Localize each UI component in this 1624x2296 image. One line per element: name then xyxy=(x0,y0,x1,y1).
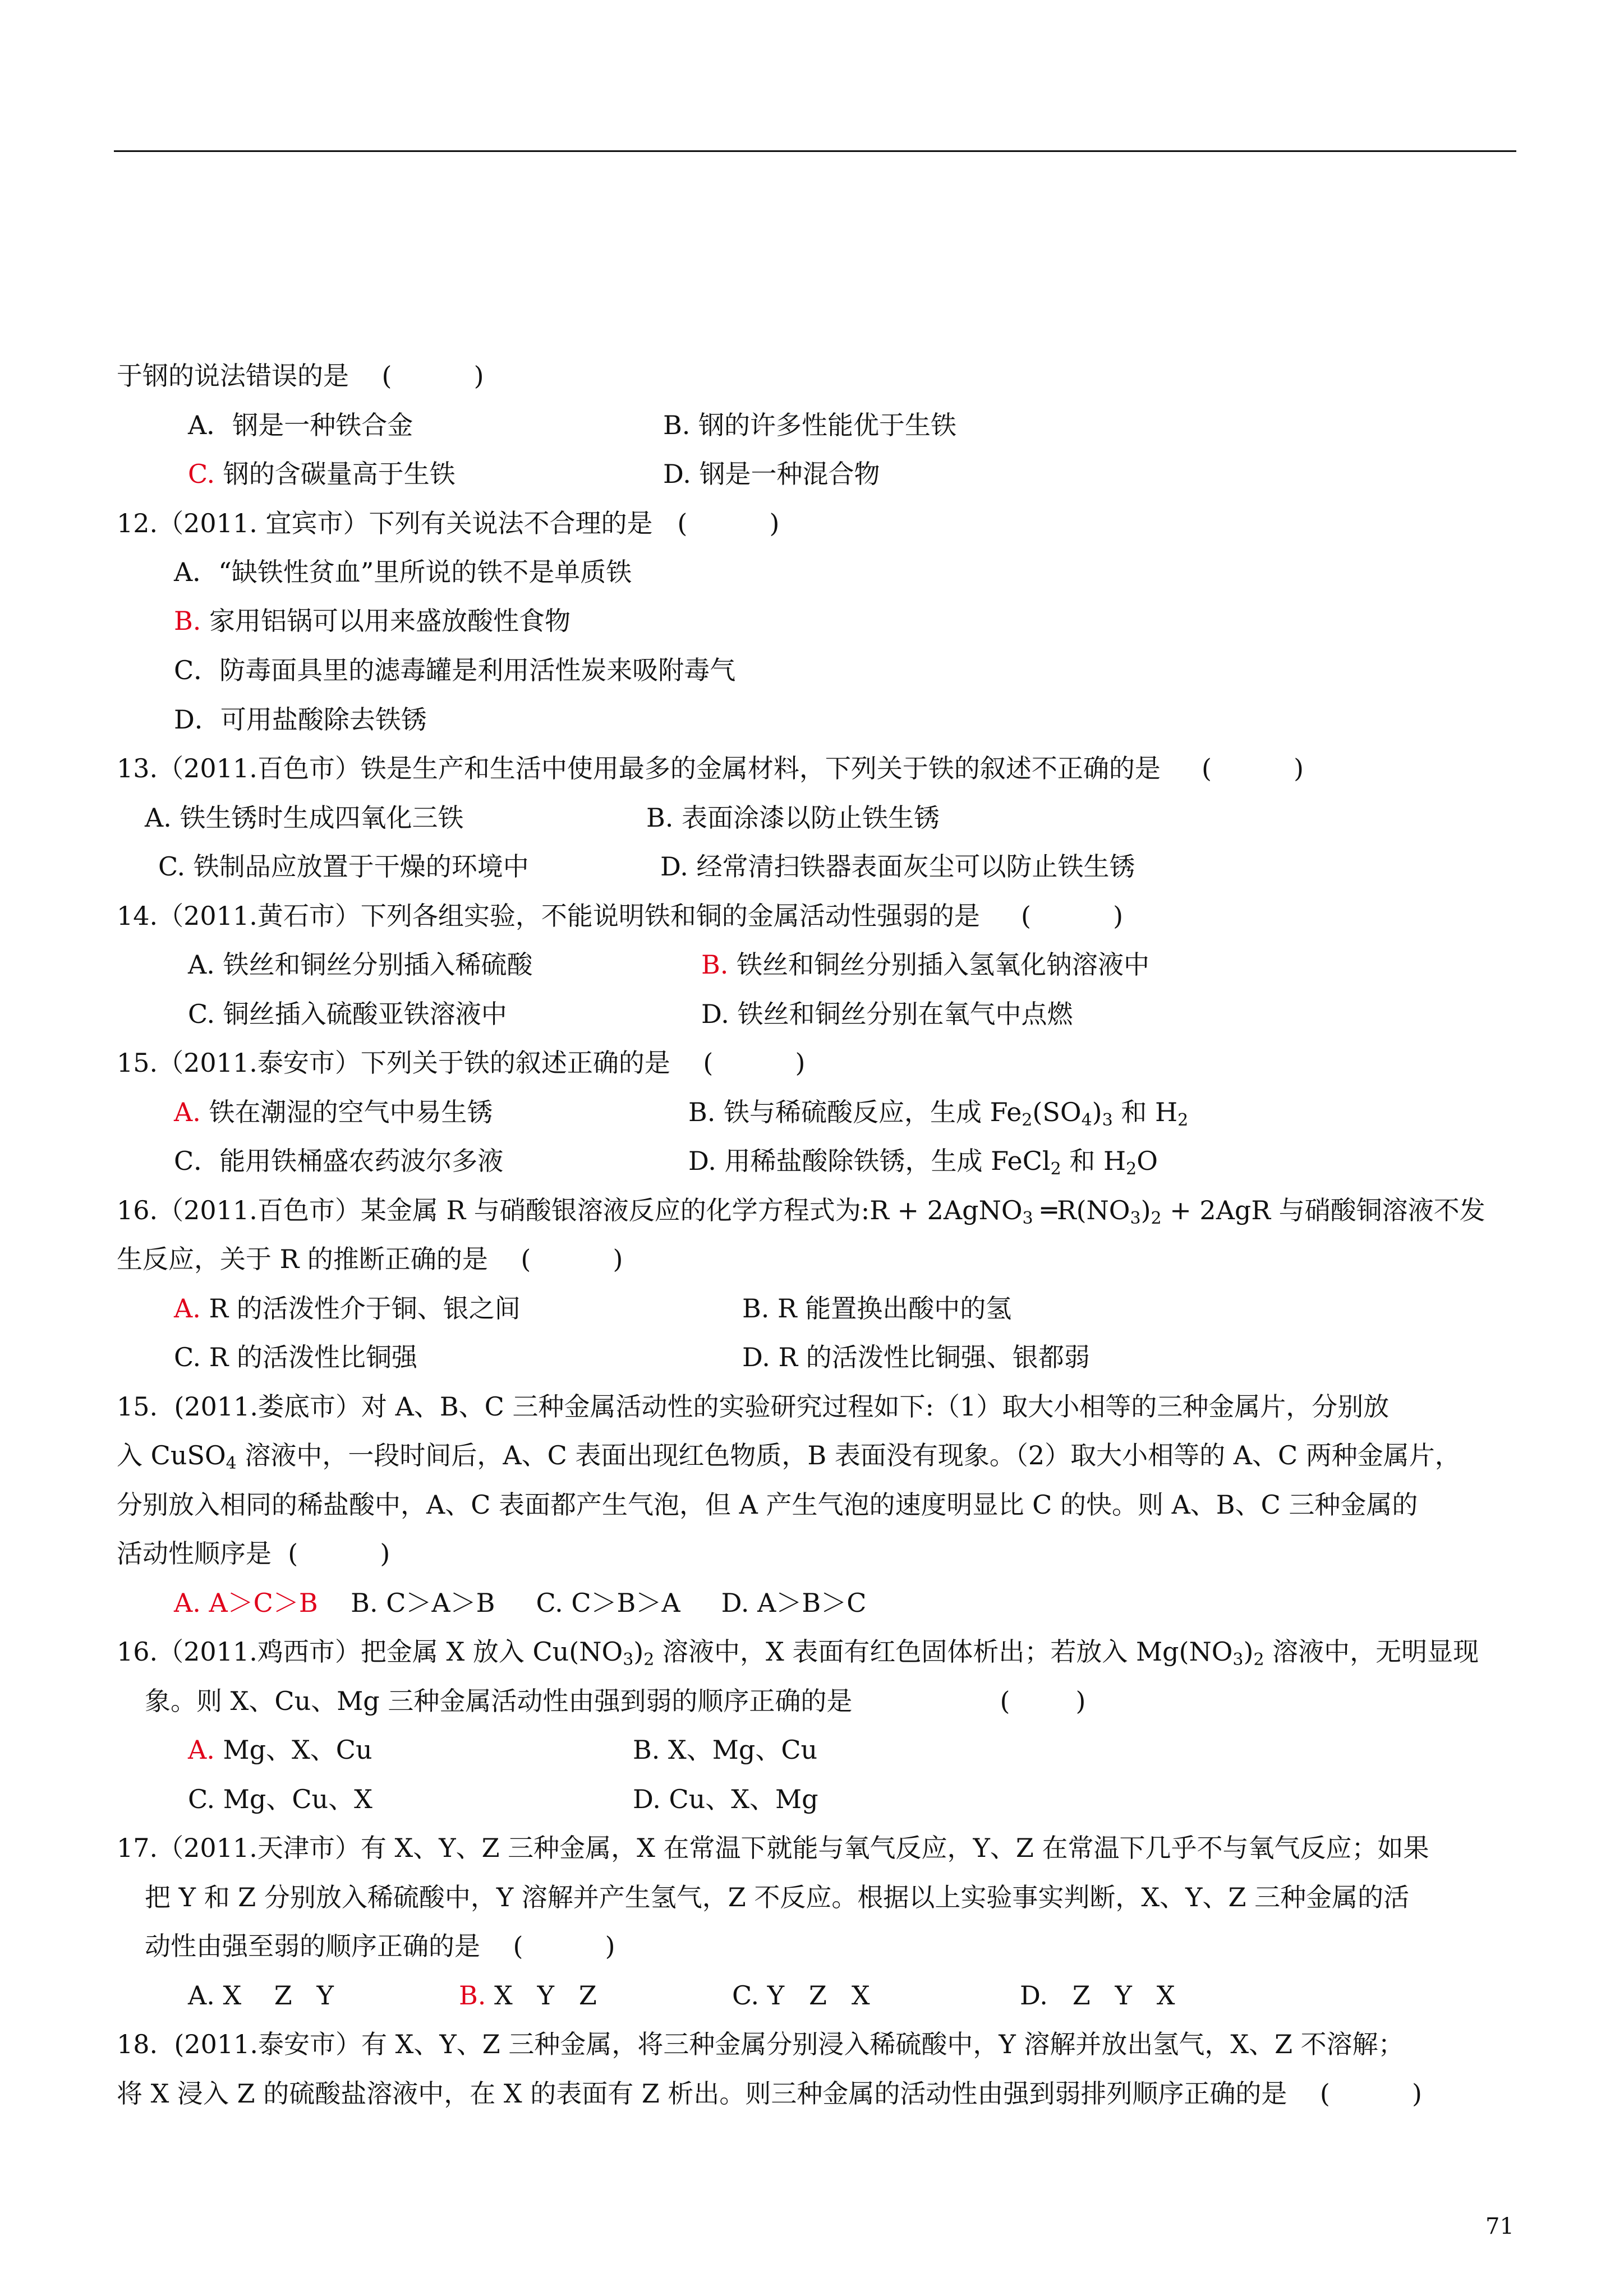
option-b: B. 铁丝和铜丝分别插入氢氧化钠溶液中 xyxy=(701,949,1150,980)
option-c: C. Y Z X xyxy=(732,1980,870,2011)
option-d: D. R 的活泼性比铜强、银都弱 xyxy=(742,1342,1090,1372)
question-16b: 16.（2011.鸡西市）把金属 X 放入 $Cu(NO_3)_2$ 溶液中，X 表面有红色固体析出；若放入 $Mg(NO_3)_2$ 溶液中，无明显现 xyxy=(117,1636,1479,1670)
option-d: D. 用稀盐酸除铁锈，生成 FeCl$_2$ 和 $H_2O$ xyxy=(688,1146,1158,1179)
text-line: 入 CuSO$_4$ 溶液中，一段时间后，A、C 表面出现红色物质，B 表面没有现象。（2）取大小相等的 A、C 两种金属片， xyxy=(117,1440,1461,1473)
answer-mark: A. xyxy=(174,1293,201,1324)
answer-mark: C. xyxy=(188,459,215,489)
option-a: A. 铁在潮湿的空气中易生锈 xyxy=(174,1097,493,1127)
text-line: 于钢的说法错误的是 ( ) xyxy=(117,361,484,391)
option-b: B. X Y Z xyxy=(459,1980,597,2011)
header-rule xyxy=(114,150,1516,152)
text-line: 生反应，关于 R 的推断正确的是 ( ) xyxy=(117,1244,623,1274)
question-12: 12.（2011. 宜宾市）下列有关说法不合理的是 ( ) xyxy=(117,508,780,538)
text-line: 活动性顺序是 ( ) xyxy=(117,1538,390,1569)
option-b: B. 家用铝锅可以用来盛放酸性食物 xyxy=(174,606,571,636)
text-line: 象。则 X、Cu、Mg 三种金属活动性由强到弱的顺序正确的是 ( ) xyxy=(145,1686,1086,1716)
text-line: 把 Y 和 Z 分别放入稀硫酸中，Y 溶解并产生氢气，Z 不反应。根据以上实验事实判断，X、Y、Z 三种金属的活 xyxy=(145,1882,1410,1912)
answer-mark: A. xyxy=(188,1735,215,1765)
option-b: B. 铁与稀硫酸反应，生成 $Fe_2(SO_4)_3$ 和 $H_2$ xyxy=(688,1097,1189,1130)
option-c: C. 铜丝插入硫酸亚铁溶液中 xyxy=(188,999,507,1029)
option-a: A．“缺铁性贫血”里所说的铁不是单质铁 xyxy=(174,557,632,587)
option-b: B. 表面涂漆以防止铁生锈 xyxy=(646,803,940,833)
option-a: A. R 的活泼性介于铜、银之间 xyxy=(174,1293,521,1324)
question-15b: 15. (2011.娄底市）对 A、B、C 三种金属活动性的实验研究过程如下:（1）取大小相等的三种金属片，分别放 xyxy=(117,1391,1390,1422)
option-d: D. 经常清扫铁器表面灰尘可以防止铁生锈 xyxy=(660,851,1135,882)
option-a: A. 铁丝和铜丝分别插入稀硫酸 xyxy=(188,949,533,980)
question-16: 16.（2011.百色市）某金属 R 与硝酸银溶液反应的化学方程式为:R + 2AgNO$_3$ $═R(NO_3)_2 + 2AgR$ 与硝酸铜溶液不发 xyxy=(117,1195,1485,1228)
option-c: C. 钢的含碳量高于生铁 xyxy=(188,459,456,489)
text-line: 分别放入相同的稀盐酸中，A、C 表面都产生气泡，但 A 产生气泡的速度明显比 C 的快。则 A、B、C 三种金属的 xyxy=(117,1490,1418,1520)
question-14: 14.（2011.黄石市）下列各组实验，不能说明铁和铜的金属活动性强弱的是 ( ) xyxy=(117,901,1124,931)
option-b: B. R 能置换出酸中的氢 xyxy=(742,1293,1012,1324)
answer-mark: B. xyxy=(701,949,729,980)
answer-mark: A. A＞C＞B xyxy=(174,1588,318,1618)
option-a: A. X Z Y xyxy=(188,1980,334,2011)
option-b: B. 钢的许多性能优于生铁 xyxy=(663,410,957,440)
option-b: B. X、Mg、Cu xyxy=(633,1735,818,1765)
option-d: D. 钢是一种混合物 xyxy=(663,459,880,489)
option-c: C．能用铁桶盛农药波尔多液 xyxy=(174,1146,504,1176)
option-c: C. R 的活泼性比铜强 xyxy=(174,1342,418,1372)
answer-mark: A. xyxy=(174,1097,201,1127)
answer-mark: B. xyxy=(459,1980,486,2011)
option-c: C．防毒面具里的滤毒罐是利用活性炭来吸附毒气 xyxy=(174,655,736,685)
options-row: A. A＞C＞B B. C＞A＞B C. C＞B＞A D. A＞B＞C xyxy=(174,1588,867,1618)
option-d: D．可用盐酸除去铁锈 xyxy=(174,704,427,735)
question-18: 18. (2011.泰安市）有 X、Y、Z 三种金属，将三种金属分别浸入稀硫酸中，Y 溶解并放出氢气，X、Z 不溶解； xyxy=(117,2029,1404,2059)
text-line: 动性由强至弱的顺序正确的是 ( ) xyxy=(145,1931,615,1961)
question-13: 13.（2011.百色市）铁是生产和生活中使用最多的金属材料，下列关于铁的叙述不正确的是 ( ) xyxy=(117,753,1304,783)
option-a: A．钢是一种铁合金 xyxy=(188,410,413,440)
question-17: 17.（2011.天津市）有 X、Y、Z 三种金属，X 在常温下就能与氧气反应，Y、Z 在常温下几乎不与氧气反应；如果 xyxy=(117,1833,1429,1863)
option-a: A. Mg、X、Cu xyxy=(188,1735,372,1765)
option-c: C. Mg、Cu、X xyxy=(188,1784,372,1814)
option-a: A. 铁生锈时生成四氧化三铁 xyxy=(145,803,464,833)
page-number: 71 xyxy=(1485,2214,1514,2239)
question-15: 15.（2011.泰安市）下列关于铁的叙述正确的是 ( ) xyxy=(117,1048,806,1078)
option-c: C. 铁制品应放置于干燥的环境中 xyxy=(158,851,529,882)
option-d: D. Cu、X、Mg xyxy=(633,1784,818,1814)
option-d: D. 铁丝和铜丝分别在氧气中点燃 xyxy=(701,999,1073,1029)
answer-mark: B. xyxy=(174,606,201,636)
option-d: D. Z Y X xyxy=(1020,1980,1175,2011)
text-line: 将 X 浸入 Z 的硫酸盐溶液中，在 X 的表面有 Z 析出。则三种金属的活动性由强到弱排列顺序正确的是 ( ) xyxy=(117,2078,1422,2109)
